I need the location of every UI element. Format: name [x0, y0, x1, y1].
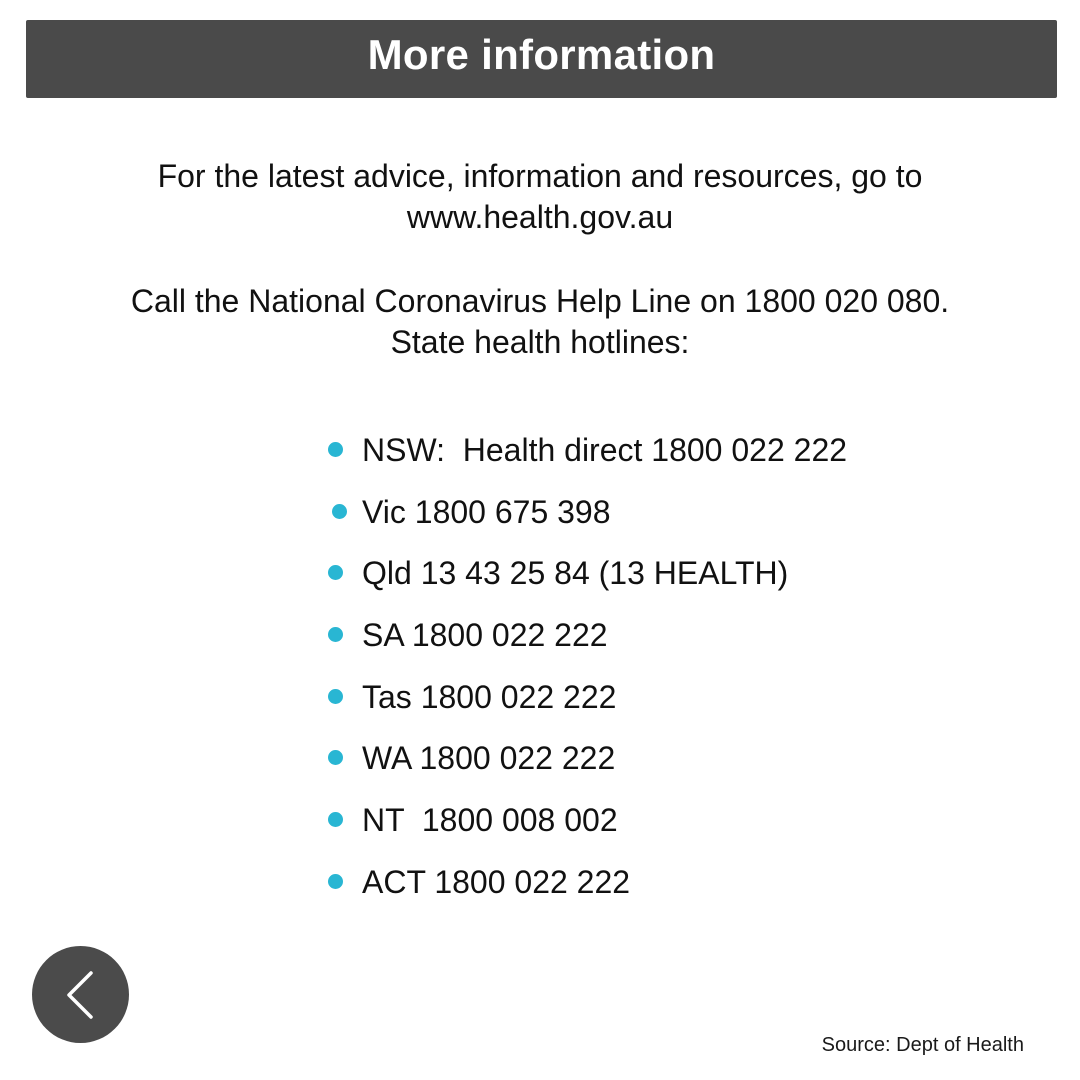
hotline-text: Vic 1800 675 398: [362, 493, 611, 530]
bullet-dot-icon: [328, 874, 343, 889]
hotline-text: Qld 13 43 25 84 (13 HEALTH): [362, 555, 789, 592]
list-item: [328, 736, 847, 798]
advice-text: For the latest advice, information and resources, go to: [157, 158, 923, 194]
hotline-text: NT 1800 008 002: [362, 802, 618, 839]
hotline-text: Tas 1800 022 222: [362, 678, 617, 715]
list-item: [328, 860, 847, 922]
advice-paragraph: [0, 156, 1080, 238]
hotline-text: WA 1800 022 222: [362, 740, 616, 777]
bullet-dot-icon: [328, 442, 343, 457]
bullet-dot-icon: [332, 504, 347, 519]
back-button[interactable]: [32, 946, 129, 1043]
helpline-text: Call the National Coronavirus Help Line on 1800 020 080.: [130, 283, 950, 319]
bullet-dot-icon: [328, 689, 343, 704]
hotline-text: SA 1800 022 222: [362, 617, 608, 654]
bullet-dot-icon: [328, 812, 343, 827]
hotline-text: NSW: Health direct 1800 022 222: [362, 432, 848, 468]
list-item: [328, 428, 847, 490]
list-item: [328, 675, 847, 737]
bullet-dot-icon: [328, 565, 343, 580]
list-item: [328, 798, 847, 860]
header-bar: [26, 20, 1057, 98]
page-title: More information: [367, 31, 716, 78]
hotline-text: ACT 1800 022 222: [362, 863, 631, 900]
helpline-paragraph: [0, 281, 1080, 363]
list-item: [328, 490, 847, 552]
health-website-link[interactable]: www.health.gov.au: [406, 199, 674, 235]
hotline-list: [328, 428, 847, 922]
chevron-left-icon: [61, 969, 101, 1021]
list-item: [328, 613, 847, 675]
bullet-dot-icon: [328, 627, 343, 642]
list-item: [328, 551, 847, 613]
source-credit: Source: Dept of Health: [821, 1034, 1024, 1056]
state-hotlines-heading: State health hotlines:: [390, 324, 690, 360]
bullet-dot-icon: [328, 750, 343, 765]
